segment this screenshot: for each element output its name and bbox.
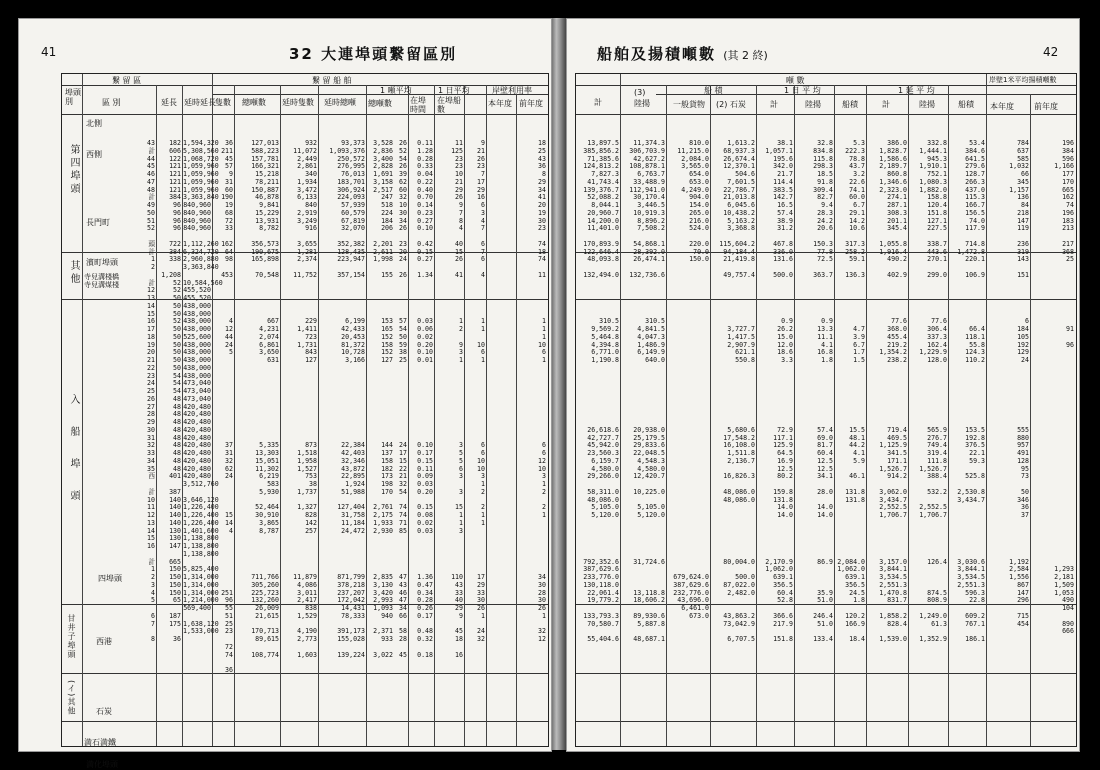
header-group-daily: 1 日 平 均 [784,86,821,95]
page-number-right: 42 [1043,45,1059,59]
page-title-left: 32 大連埠頭繋留區別 [289,45,458,63]
left-table [61,73,549,769]
sublabel-north: 北側 [86,119,102,128]
header-ext-count: 延時隻數 [282,98,314,107]
header-group-mooring: 繋 留 區 [112,76,142,85]
sublabel-coal: 石炭 [96,707,112,716]
header-moor-tons: 總噸數 [368,99,392,108]
column-time-length: 1,594,320 5,308,560 1,068,720 1,059,960 1,059,960 1,059,960 1,059,960 3,363,840 840,960 840,960 840,960 840,960 1,112,260 6,324,720 2,960,880 3,363,840 10,584,560 455,520 455,520 438,000 438,000 438,000 438,000 525,600 438,000 438,000 438,000 438,000 438,000 473,040 473,040 473,040 420,480 420,480 420,480 420,480 420,480 420,480 420,480 420,480 420,480 420,480 3,512,760 3,646,120 1,226,400 1,226,400 1,226,400 1,401,600 1,138,800 1,138,800 1,138,800 5,825,400 1,314,000 1,314,000 1,314,000 1,214,000 569,400 1,638,120 1,533,000 [183,139,223,636]
page-title-right-text: 船舶及揚積噸數 [597,45,717,63]
header-district: 區 別 [102,98,121,107]
column-day-ships: 0.11 1.28 0.28 0.33 0.04 0.22 0.40 0.70 0.14 0.23 0.27 0.10 0.42 0.15 0.27 1.34 0.03 0.06 0.02 0.20 0.10 0.01 0.10 0.17 0.15 0.11 0.09 0.03 0.20 0.15 0.08 0.02 0.03 1.36 0.47 0.34 0.28 0.26 0.17 0.48 0.32 0.18 [417,139,433,659]
header-group-per-unit: 1 延 平 均 [898,86,935,95]
book-spine [550,18,566,750]
column-d-unload: 32.8 834.8 115.8 298.3 18.5 91.8 309.4 82.7 9.4 28.3 24.2 20.6 150.3 77.8 72.5 363.7 0.9 13.3 11.1 4.1 16.8 1.8 57.4 69.0 81.7 60.4 12.5 12.5 34.1 28.0 14.0 14.0 86.9 35.9 51.0 246.4 51.0 133.4 [813,139,833,643]
header-general: 一般貨物 [673,100,705,109]
column-r-prev-year: 196 384 596 1,166 177 170 665 162 74 196 183 213 217 368 25 91 96 1,293 2,181 1,509 1,053 490 104 890 666 [1054,139,1074,636]
column-d-total: 38.1 1,057.1 195.6 342.0 21.7 114.4 383.5 142.7 16.5 57.4 38.9 31.2 467.8 336.0 131.6 500.0 0.9 26.2 15.0 12.0 18.6 3.3 72.9 117.1 125.9 64.5 16.9 12.5 80.2 159.8 131.8 14.0 14.0 2,170.9 1,062.0 639.1 356.5 60.4 52.8 366.6 217.9 151.8 [765,139,793,643]
sublabel-west-port: 西港 [96,637,112,646]
column-d-load: 5.3 222.3 78.8 43.7 3.2 22.6 74.1 60.0 6.7 29.1 14.2 10.6 317.3 258.2 59.1 136.3 4.7 3.9 6.7 1.7 1.5 15.5 48.1 44.2 4.1 5.9 46.1 131.8 131.8 2,084.0 1,062.0 639.1 356.5 24.5 1.8 120.2 166.9 18.4 [837,139,865,643]
column-tonnage: 127,013 588,223 157,781 166,321 15,218 78,211 150,887 46,878 9,841 15,229 13,931 8,782 356,573 190,675 165,898 70,548 667 4,231 2,074 6,861 3,650 631 5,335 13,303 15,051 11,302 6,219 583 5,930 52,464 30,910 3,865 8,787 711,766 305,260 225,723 132,260 26,009 21,615 170,713 89,615 108,774 [251,139,279,659]
column-moor-tons: 3,528 2,836 3,400 2,828 1,691 3,158 2,517 247 518 224 184 206 2,201 2,611 1,998 155 153 165 152 158 152 127 144 137 158 182 173 198 170 2,761 2,175 1,933 2,930 2,835 3,130 3,420 2,993 1,093 940 2,371 933 3,022 [373,139,393,659]
header-group-ships: 繋 留 船 舶 [312,76,352,85]
right-table [575,73,1077,747]
header-group-util: 岸壁利用率 [492,86,532,95]
sublabel-jierguo-pier: 寺兒溝棧橋 [84,273,119,281]
header-this-year: 本年度 [488,99,512,108]
header-group-wall: 岸壁1米平均揚積噸數 [989,76,1057,84]
sublabel-manka: 満化埠頭 [86,760,118,769]
header-u-total: 計 [882,100,890,109]
section-label-other-b: (イ)其他 [67,680,76,716]
sublabel-4th-pier: 四埠頭 [98,574,122,583]
sublabel-hamacho: 濱町埠頭 [86,258,118,267]
page-title-right [597,43,768,64]
header-time-length: 延時延長 [184,98,216,107]
sublabel-west: 西側 [86,150,102,159]
column-count: 36 211 45 57 9 31 60 190 19 68 72 33 162 64 98 453 4 12 44 24 5 37 31 32 62 24 15 14 4 251 96 55 51 25 23 72 74 36 [221,139,233,674]
header-prev-year: 前年度 [519,99,543,108]
section-label-other: 其他 [68,260,79,286]
section-label-4th-pier: 第四埠頭 [68,144,79,196]
header-d-total: 計 [770,100,778,109]
column-u-total: 386.0 1,828.7 1,586.6 2,189.7 860.8 1,346.6 2,323.0 274.1 287.1 308.3 201.1 345.4 1,055.8 1,916.4 490.2 402.9 77.6 368.0 455.4 219.2 1,354.2 238.2 719.4 469.5 1,125.9 341.5 171.1 1,526.7 914.2 3,062.0 3,434.7 2,552.5 1,706.7 3,157.0 3,844.1 3,534.5 2,551.3 1,470.8 831.7 1,858.2 828.4 1,539.0 [879,139,907,643]
column-moor-hours: 26 52 54 26 39 62 60 32 10 30 34 26 23 20 24 26 57 54 50 59 38 25 24 17 15 22 21 32 54 74 74 71 85 47 43 46 47 34 66 58 28 45 [399,139,407,659]
header-length: 延長 [161,98,177,107]
header-group-tonnage: 噸 數 [786,76,805,85]
header-moor-hours: 在埠時間 [410,96,426,114]
section-label-ganjingzi: 甘井子埠頭 [67,614,76,659]
header-unload-note: (3) [634,88,646,97]
column-r-total: 13,897.5 385,856.2 71,385.6 124,813.2 7,827.3 41,743.4 139,376.7 52,088.2 8,044.1 20,960.7 14,200.0 11,401.0 170,893.9 122,646.4 48,093.8 132,494.0 310.5 9,569.2 5,464.8 4,394.8 6,771.0 1,190.8 26,618.6 42,727.7 45,942.0 23,560.3 6,159.7 4,580.0 29,266.0 58,311.0 48,086.0 5,105.0 5,120.0 792,352.6 387,629.6 233,776.0 130,118.0 22,061.4 19,779.2 133,793.3 70,580.7 55,404.6 [583,139,619,643]
column-prev-year: 9 21 26 23 7 17 29 16 6 3 4 7 6 7 6 4 1 1 10 6 1 6 6 10 10 3 1 2 2 1 1 17 29 33 30 26 1 24 32 [477,139,485,643]
header-group-per-day: 1 日平均 [438,86,470,95]
column-u-load: 53.4 384.6 641.5 279.6 128.7 266.3 437.0 115.3 166.7 156.5 74.0 117.9 714.8 1,472.8 220.1 106.9 66.4 118.1 55.8 124.3 110.2 153.5 192.8 376.5 22.1 59.3 525.8 2,530.8 3,434.7 3,030.6 3,844.1 3,534.5 2,551.3 596.3 22.8 609.2 767.1 186.1 [957,139,985,643]
column-length: 182 606 122 121 121 121 121 384 96 96 96 96 722 384 338 1,208 52 52 50 50 50 52 50 50 50 50 50 50 54 54 54 48 48 48 48 48 48 48 48 48 48 401 387 140 140 140 140 130 130 147 665 150 150 150 150 65 187 175 36 [161,139,181,643]
header-day-ships: 在埠船數 [437,96,461,114]
header-count: 隻數 [215,98,231,107]
header-group-load: 船 積 [704,86,723,95]
header-d-load: 船積 [842,100,858,109]
page-number-left: 41 [41,45,57,59]
column-ext-tonnage: 93,373 1,093,376 250,572 276,995 76,013 183,701 306,924 224,093 57,939 60,579 67,819 32,070 352,382 128,435 223,947 357,154 6,199 42,433 20,453 81,372 10,728 3,166 22,384 42,403 32,346 43,872 22,895 1,924 51,988 127,404 31,758 11,184 24,472 871,799 378,218 237,207 172,042 14,431 78,333 391,173 155,028 139,224 [329,139,365,659]
column-u-unload: 332.8 1,444.1 945.3 1,910.1 752.1 1,080.3 1,882.0 158.8 120.4 151.8 127.1 227.5 338.7 443.6 270.1 299.0 77.6 306.4 337.3 162.4 1,229.9 128.0 565.9 276.7 749.4 319.4 111.8 1,526.7 388.4 532.2 2,552.5 1,706.7 126.4 874.5 808.9 1,249.0 61.3 1,352.9 [919,139,947,643]
sublabel-manseki: 満石満鐵 [84,738,116,747]
header-total: 計 [594,98,602,107]
column-r-this-year: 784 637 585 1,032 66 345 1,157 136 84 218 147 119 236 319 143 151 6 184 105 192 129 24 555 880 957 491 128 95 73 50 346 36 37 1,192 2,584 1,556 867 147 296 715 454 [1009,139,1029,628]
right-page [566,18,1080,752]
column-r-unload: 11,374.3 306,703.9 42,627.2 108,878.1 6,763.7 33,488.9 112,941.0 30,170.4 3,446.5 10,919.3 8,896.2 7,508.2 54,868.1 28,392.0 26,474.1 132,736.6 310.5 4,841.5 4,047.3 1,486.9 6,149.9 640.0 20,938.0 25,179.5 29,833.6 22,048.5 4,548.3 4,580.0 12,420.7 10,225.0 5,105.0 5,120.0 31,724.6 13,118.8 18,606.2 89,930.6 5,887.8 48,687.1 [629,139,665,643]
column-district: 43 計 44 45 46 47 48 計 49 50 51 52 頭 計 1 2 計 12 13 14 15 16 17 18 19 20 21 22 23 24 25 26 27 28 29 30 31 32 33 34 35 西 計 10 11 12 13 14 15 16 計 1 2 3 4 5 6 7 8 [147,139,155,643]
header-r-prev-year: 前年度 [1034,102,1058,111]
header-coal: (2) 石炭 [716,100,746,109]
header-u-unload: 陸揚 [919,100,935,109]
header-group-per-ton: 1 噸平均 [380,86,412,95]
header-ext-tonnage: 延時總噸 [324,98,356,107]
header-r-this-year: 本年度 [990,102,1014,111]
left-page [18,18,552,769]
column-r-general: 810.0 11,215.0 2,084.0 3,565.0 654.0 653.0 4,249.0 904.0 154.0 265.0 216.0 524.0 220.0 70.0 150.0 679,624.0 387,629.6 232,776.0 43,696.0 6,461.0 673.0 [673,139,709,620]
column-r-coal: 1,613.2 68,937.3 26,674.4 12,370.1 504.6 7,601.5 22,786.7 21,013.8 6,045.6 10,438.2 5,163.2 3,368.8 115,604.2 94,184.4 21,419.8 49,757.4 3,727.7 1,417.5 2,907.9 621.1 550.8 5,680.6 17,548.2 16,108.0 1,511.8 2,136.7 16,826.3 48,086.0 48,086.0 80,004.0 500.0 87,022.0 2,482.0 43,863.2 73,042.9 6,707.5 [719,139,755,643]
header-u-load: 船積 [958,100,974,109]
header-region: 埠頭別 [65,88,81,106]
sublabel-jierguo-coal: 寺兒溝煤棧 [84,281,119,289]
page-title-right-note: (其 2 終) [723,49,768,62]
header-unload: 陸揚 [634,99,650,108]
sublabel-nagato: 長門町 [86,218,110,227]
column-this-year: 11 125 23 23 10 21 29 26 9 7 8 4 40 15 26 41 1 2 9 3 1 3 5 5 6 3 3 15 1 1 3 110 43 33 40 29 9 45 18 16 [451,139,463,659]
column-ext-count: 932 11,072 2,449 2,861 340 1,934 3,472 6,133 840 2,919 3,249 916 3,655 1,281 2,374 11,752 229 1,411 723 1,731 843 127 873 1,518 1,958 1,527 753 38 1,737 1,327 828 142 257 11,879 4,086 3,011 2,417 838 1,529 4,190 2,773 1,603 [293,139,317,659]
column-extra: 18 25 43 36 8 29 34 41 20 19 30 23 74 18 74 11 1 1 1 10 6 1 6 6 12 10 3 1 2 2 1 34 30 28 30 26 1 32 12 [538,139,546,643]
header-tonnage: 總噸數 [242,98,266,107]
section-label-entry-pier: 入船埠頭 [68,394,79,522]
header-d-unload: 陸揚 [805,100,821,109]
